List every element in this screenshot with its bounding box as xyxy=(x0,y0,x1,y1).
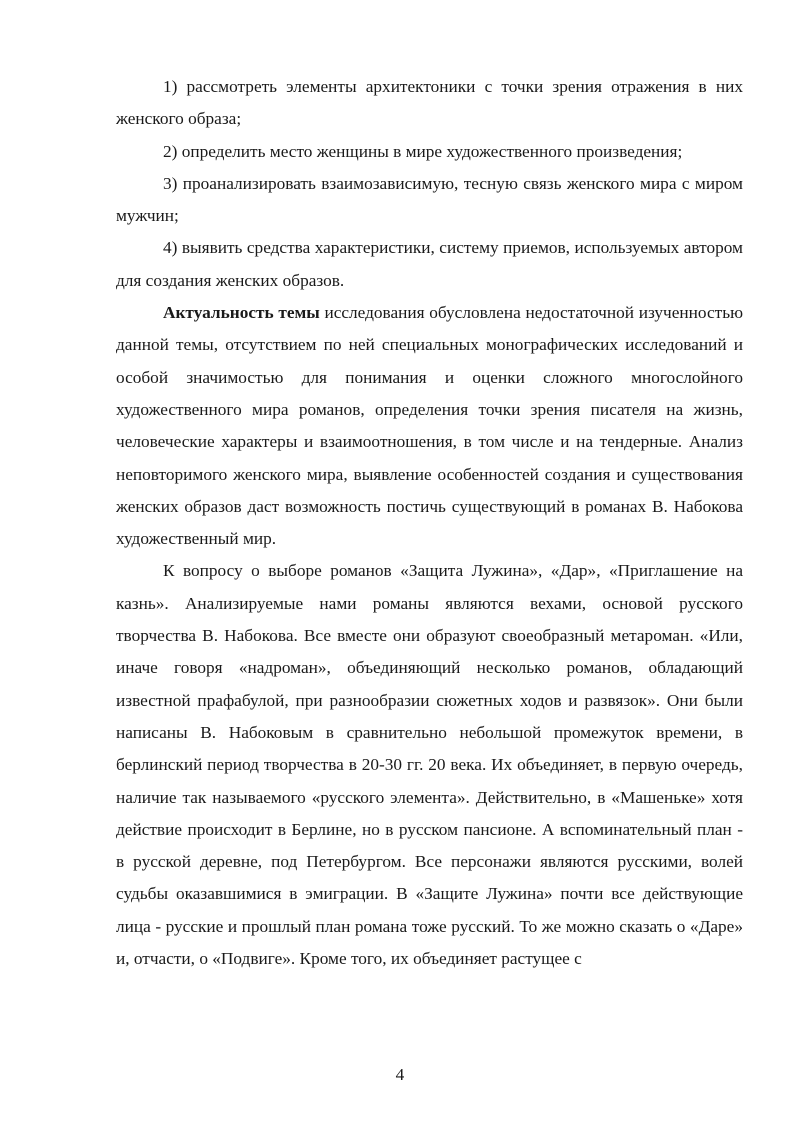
task-item-3 xyxy=(116,168,743,233)
relevance-text: исследования обусловлена недостаточной изученностью данной темы, отсутствием по ней специальных монографических исследований и особой значимостью для понимания и оценки сложного многослойного художественного мира романов, определения точки зрения писателя на жизнь, человеческие характеры и взаимоотношения, в том числе и на тендерные. Анализ неповторимого женского мира, выявление особенностей создания и существования женских образов даст возможность постичь существующий в романах В. Набокова художественный мир. xyxy=(116,303,743,549)
task-item-4 xyxy=(116,232,743,297)
relevance-heading: Актуальность темы xyxy=(163,303,320,323)
task-item-2 xyxy=(116,136,743,168)
task-item-4-text: 4) выявить средства характеристики, систему приемов, используемых автором для создания женских образов. xyxy=(116,238,743,290)
task-item-3-text: 3) проанализировать взаимозависимую, тесную связь женского мира с миром мужчин; xyxy=(116,173,743,226)
task-item-2-text: 2) определить место женщины в мире художественного произведения; xyxy=(163,141,683,161)
relevance-paragraph xyxy=(116,297,743,555)
novels-choice-text: К вопросу о выборе романов «Защита Лужина», «Дар», «Приглашение на казнь». Анализируемые нами романы являются вехами, основой русского творчества В. Набокова. Все вместе они образуют своеобразный метароман. «Или, иначе говоря «надроман», объединяющий несколько романов, обладающий известной прафабулой, при разнообразии сюжетных ходов и развязок». Они были написаны В. Набоковым в сравнительно небольшой промежуток времени, в берлинский период творчества в 20-30 гг. 20 века. Их объединяет, в первую очередь, наличие так называемого «русского элемента». Действительно, в «Машеньке» хотя действие происходит в Берлине, но в русском пансионе. А вспоминательный план - в русской деревне, под Петербургом. Все персонажи являются русскими, волей судьбы оказавшимися в эмиграции. В «Защите Лужина» почти все действующие лица - русские и прошлый план романа тоже русский. То же можно сказать о «Даре» и, отчасти, о «Подвиге». Кроме того, их объединяет растущее с xyxy=(116,561,743,969)
page-number: 4 xyxy=(395,1065,405,1084)
task-item-1 xyxy=(116,71,743,136)
novels-choice-paragraph xyxy=(116,555,743,975)
task-item-1-text: 1) рассмотреть элементы архитектоники с точки зрения отражения в них женского образа; xyxy=(116,77,743,129)
